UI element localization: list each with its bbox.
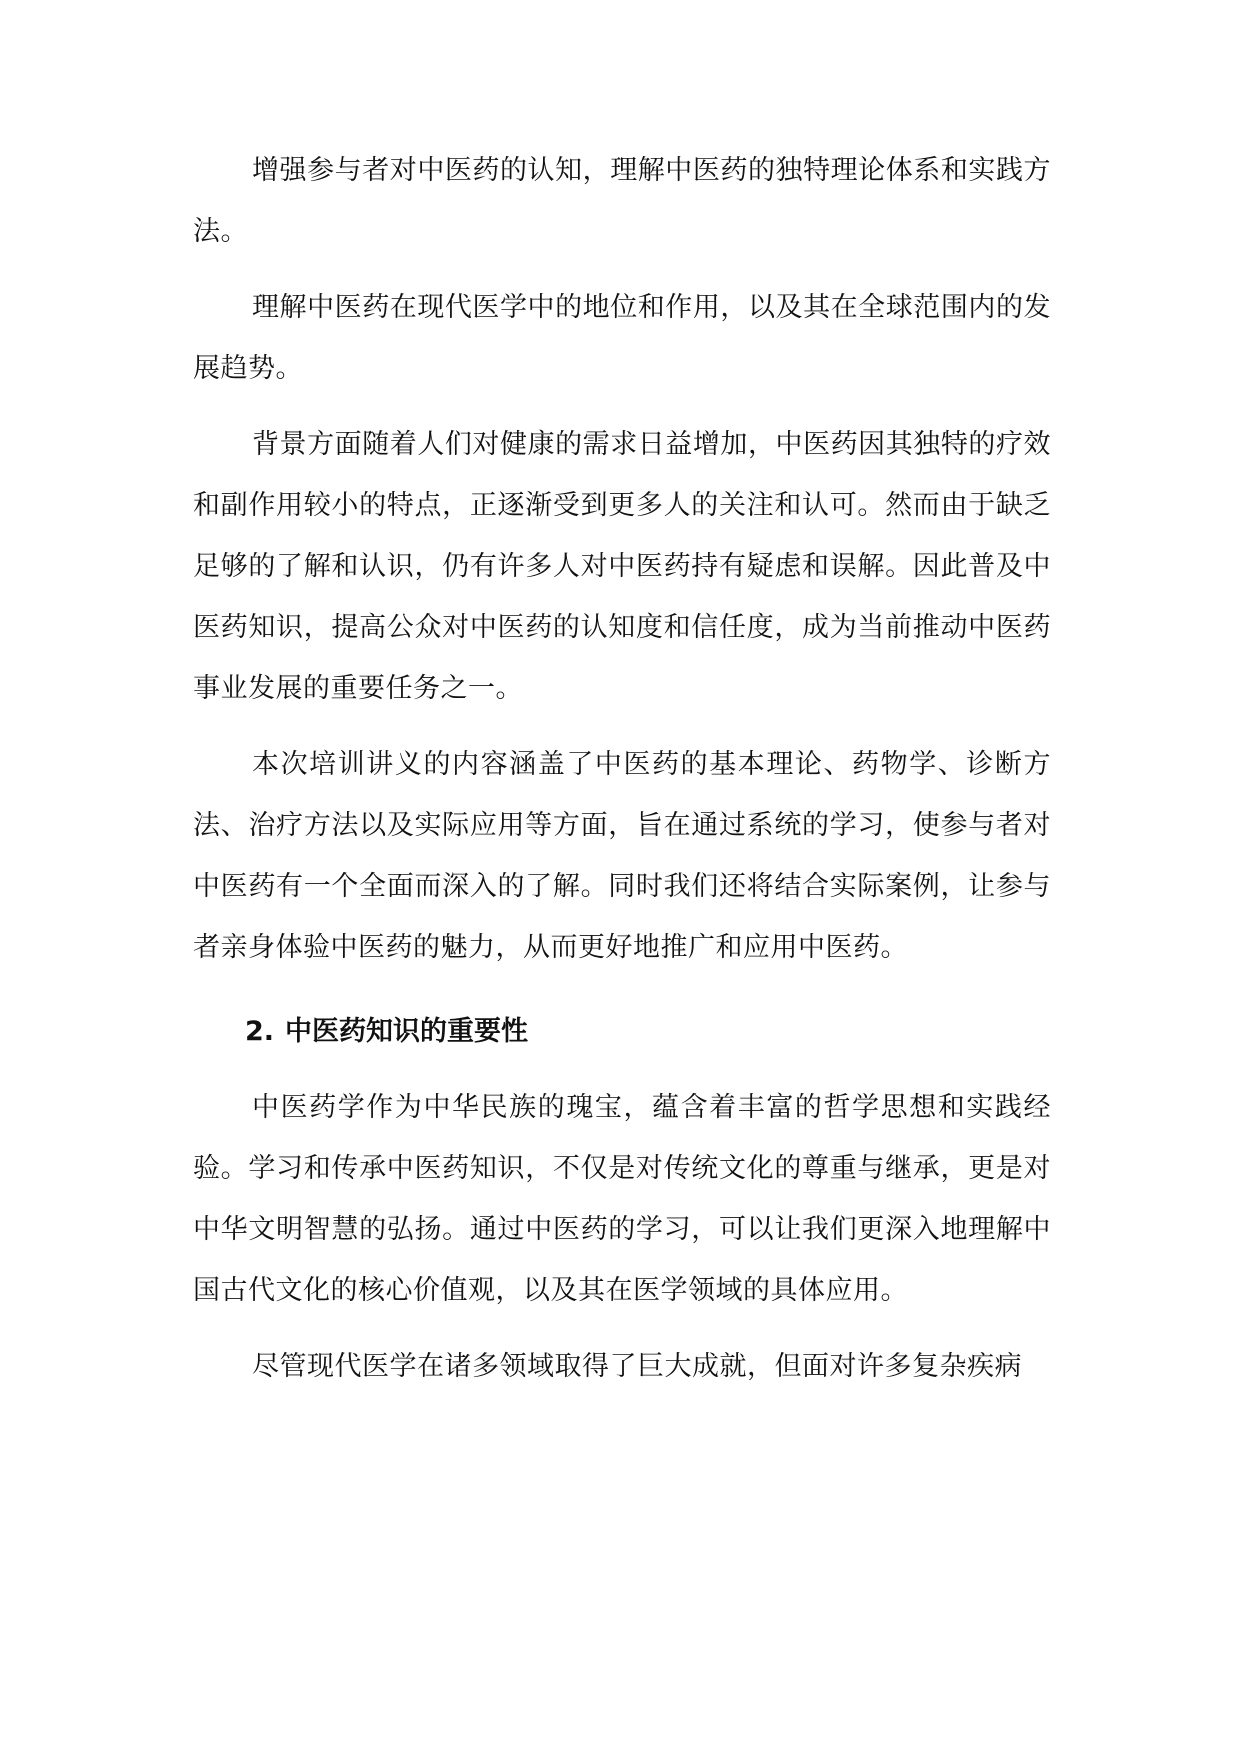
paragraph: 背景方面随着人们对健康的需求日益增加，中医药因其独特的疗效和副作用较小的特点，正逐渐受到更多人的关注和认可。然而由于缺乏足够的了解和认识，仍有许多人对中医药持有疑虑和误解。因此普及中医药知识，提高公众对中医药的认知度和信任度，成为当前推动中医药事业发展的重要任务之一。	[193, 429, 1051, 704]
section-heading	[193, 1001, 1051, 1062]
section-number: 2.	[245, 1016, 275, 1047]
document-body	[193, 140, 1051, 1412]
paragraph: 理解中医药在现代医学中的地位和作用，以及其在全球范围内的发展趋势。	[193, 292, 1051, 384]
paragraph: 中医药学作为中华民族的瑰宝，蕴含着丰富的哲学思想和实践经验。学习和传承中医药知识，不仅是对传统文化的尊重与继承，更是对中华文明智慧的弘扬。通过中医药的学习，可以让我们更深入地理解中国古代文化的核心价值观，以及其在医学领域的具体应用。	[193, 1092, 1051, 1306]
paragraph: 增强参与者对中医药的认知，理解中医药的独特理论体系和实践方法。	[193, 155, 1051, 247]
section-title: 中医药知识的重要性	[285, 1016, 528, 1047]
paragraph: 尽管现代医学在诸多领域取得了巨大成就，但面对许多复杂疾病	[252, 1351, 1022, 1382]
paragraph: 本次培训讲义的内容涵盖了中医药的基本理论、药物学、诊断方法、治疗方法以及实际应用等方面，旨在通过系统的学习，使参与者对中医药有一个全面而深入的了解。同时我们还将结合实际案例，让参与者亲身体验中医药的魅力，从而更好地推广和应用中医药。	[193, 749, 1051, 963]
